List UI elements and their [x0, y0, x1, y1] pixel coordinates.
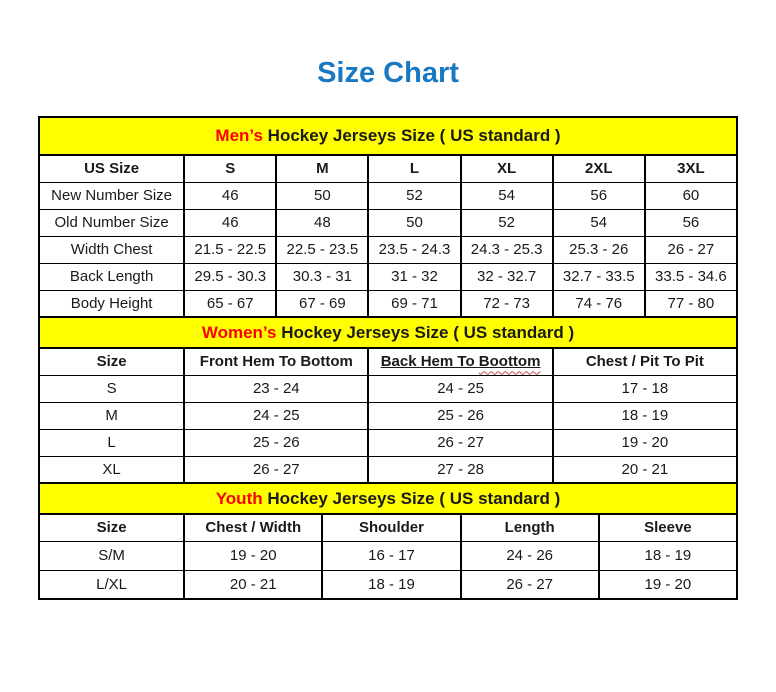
- cell: 24 - 26: [461, 541, 599, 570]
- cell: 21.5 - 22.5: [184, 236, 276, 263]
- mens-size-table: [38, 116, 738, 318]
- table-row: [39, 182, 737, 209]
- youth-band-rest: Hockey Jerseys Size ( US standard ): [262, 488, 561, 508]
- youth-band-highlight: Youth: [215, 488, 263, 508]
- row-label: New Number Size: [39, 182, 184, 209]
- column-header: Front Hem To Bottom: [184, 348, 368, 375]
- table-row: [39, 375, 737, 402]
- column-header-back-hem: [368, 348, 552, 375]
- youth-header-row: [39, 514, 737, 541]
- cell: 19 - 20: [599, 570, 737, 599]
- cell: 54: [461, 182, 553, 209]
- row-label: S/M: [39, 541, 184, 570]
- column-header: Size: [39, 514, 184, 541]
- row-label: S: [39, 375, 184, 402]
- cell: 27 - 28: [368, 456, 552, 483]
- cell: 48: [276, 209, 368, 236]
- cell: 60: [645, 182, 737, 209]
- page-title: Size Chart: [317, 57, 459, 89]
- cell: 19 - 20: [184, 541, 322, 570]
- back-hem-text: Back Hem To: [380, 353, 479, 371]
- column-header: Sleeve: [599, 514, 737, 541]
- cell: 26 - 27: [645, 236, 737, 263]
- cell: 22.5 - 23.5: [276, 236, 368, 263]
- cell: 20 - 21: [184, 570, 322, 599]
- column-header: 3XL: [645, 155, 737, 182]
- column-header: Chest / Width: [184, 514, 322, 541]
- row-label: Back Length: [39, 263, 184, 290]
- table-row: [39, 263, 737, 290]
- cell: 74 - 76: [553, 290, 645, 317]
- womens-band-title: [39, 317, 737, 348]
- cell: 52: [368, 182, 460, 209]
- row-label: XL: [39, 456, 184, 483]
- cell: 46: [184, 182, 276, 209]
- cell: 18 - 19: [599, 541, 737, 570]
- row-label: M: [39, 402, 184, 429]
- table-row: [39, 456, 737, 483]
- size-chart: [38, 116, 738, 600]
- womens-band: [39, 317, 737, 348]
- cell: 50: [368, 209, 460, 236]
- cell: 31 - 32: [368, 263, 460, 290]
- cell: 69 - 71: [368, 290, 460, 317]
- row-label: Body Height: [39, 290, 184, 317]
- youth-band: [39, 483, 737, 514]
- cell: 18 - 19: [553, 402, 737, 429]
- table-row: [39, 570, 737, 599]
- womens-size-table: [38, 316, 738, 484]
- row-label: Old Number Size: [39, 209, 184, 236]
- cell: 24 - 25: [184, 402, 368, 429]
- cell: 16 - 17: [322, 541, 460, 570]
- cell: 30.3 - 31: [276, 263, 368, 290]
- column-header: S: [184, 155, 276, 182]
- column-header: US Size: [39, 155, 184, 182]
- cell: 25 - 26: [184, 429, 368, 456]
- row-label: Width Chest: [39, 236, 184, 263]
- cell: 26 - 27: [184, 456, 368, 483]
- table-row: [39, 236, 737, 263]
- column-header: Chest / Pit To Pit: [553, 348, 737, 375]
- cell: 24.3 - 25.3: [461, 236, 553, 263]
- cell: 19 - 20: [553, 429, 737, 456]
- youth-band-title: [39, 483, 737, 514]
- column-header: XL: [461, 155, 553, 182]
- cell: 50: [276, 182, 368, 209]
- cell: 33.5 - 34.6: [645, 263, 737, 290]
- cell: 25 - 26: [368, 402, 552, 429]
- cell: 56: [645, 209, 737, 236]
- mens-band-rest: Hockey Jerseys Size ( US standard ): [262, 126, 561, 145]
- cell: 23 - 24: [184, 375, 368, 402]
- youth-size-table: [38, 482, 738, 600]
- column-header: Length: [461, 514, 599, 541]
- cell: 32 - 32.7: [461, 263, 553, 290]
- column-header: Shoulder: [322, 514, 460, 541]
- womens-band-rest: Hockey Jerseys Size ( US standard ): [276, 322, 575, 342]
- row-label: L: [39, 429, 184, 456]
- table-row: [39, 209, 737, 236]
- column-header: L: [368, 155, 460, 182]
- column-header: Size: [39, 348, 184, 375]
- cell: 23.5 - 24.3: [368, 236, 460, 263]
- cell: 29.5 - 30.3: [184, 263, 276, 290]
- cell: 32.7 - 33.5: [553, 263, 645, 290]
- table-row: [39, 290, 737, 317]
- cell: 77 - 80: [645, 290, 737, 317]
- cell: 17 - 18: [553, 375, 737, 402]
- cell: 20 - 21: [553, 456, 737, 483]
- table-row: [39, 541, 737, 570]
- column-header: 2XL: [553, 155, 645, 182]
- table-row: [39, 402, 737, 429]
- mens-header-row: [39, 155, 737, 182]
- cell: 56: [553, 182, 645, 209]
- table-row: [39, 429, 737, 456]
- womens-header-row: [39, 348, 737, 375]
- mens-band-title: [39, 117, 737, 155]
- cell: 24 - 25: [368, 375, 552, 402]
- cell: 72 - 73: [461, 290, 553, 317]
- cell: 52: [461, 209, 553, 236]
- cell: 18 - 19: [322, 570, 460, 599]
- row-label: L/XL: [39, 570, 184, 599]
- mens-band: [39, 117, 737, 155]
- cell: 25.3 - 26: [553, 236, 645, 263]
- cell: 67 - 69: [276, 290, 368, 317]
- cell: 65 - 67: [184, 290, 276, 317]
- back-hem-misspelled-word: Boottom: [478, 353, 541, 371]
- cell: 26 - 27: [368, 429, 552, 456]
- cell: 46: [184, 209, 276, 236]
- cell: 54: [553, 209, 645, 236]
- mens-band-highlight: Men’s: [215, 126, 263, 145]
- womens-band-highlight: Women’s: [201, 322, 277, 342]
- cell: 26 - 27: [461, 570, 599, 599]
- column-header: M: [276, 155, 368, 182]
